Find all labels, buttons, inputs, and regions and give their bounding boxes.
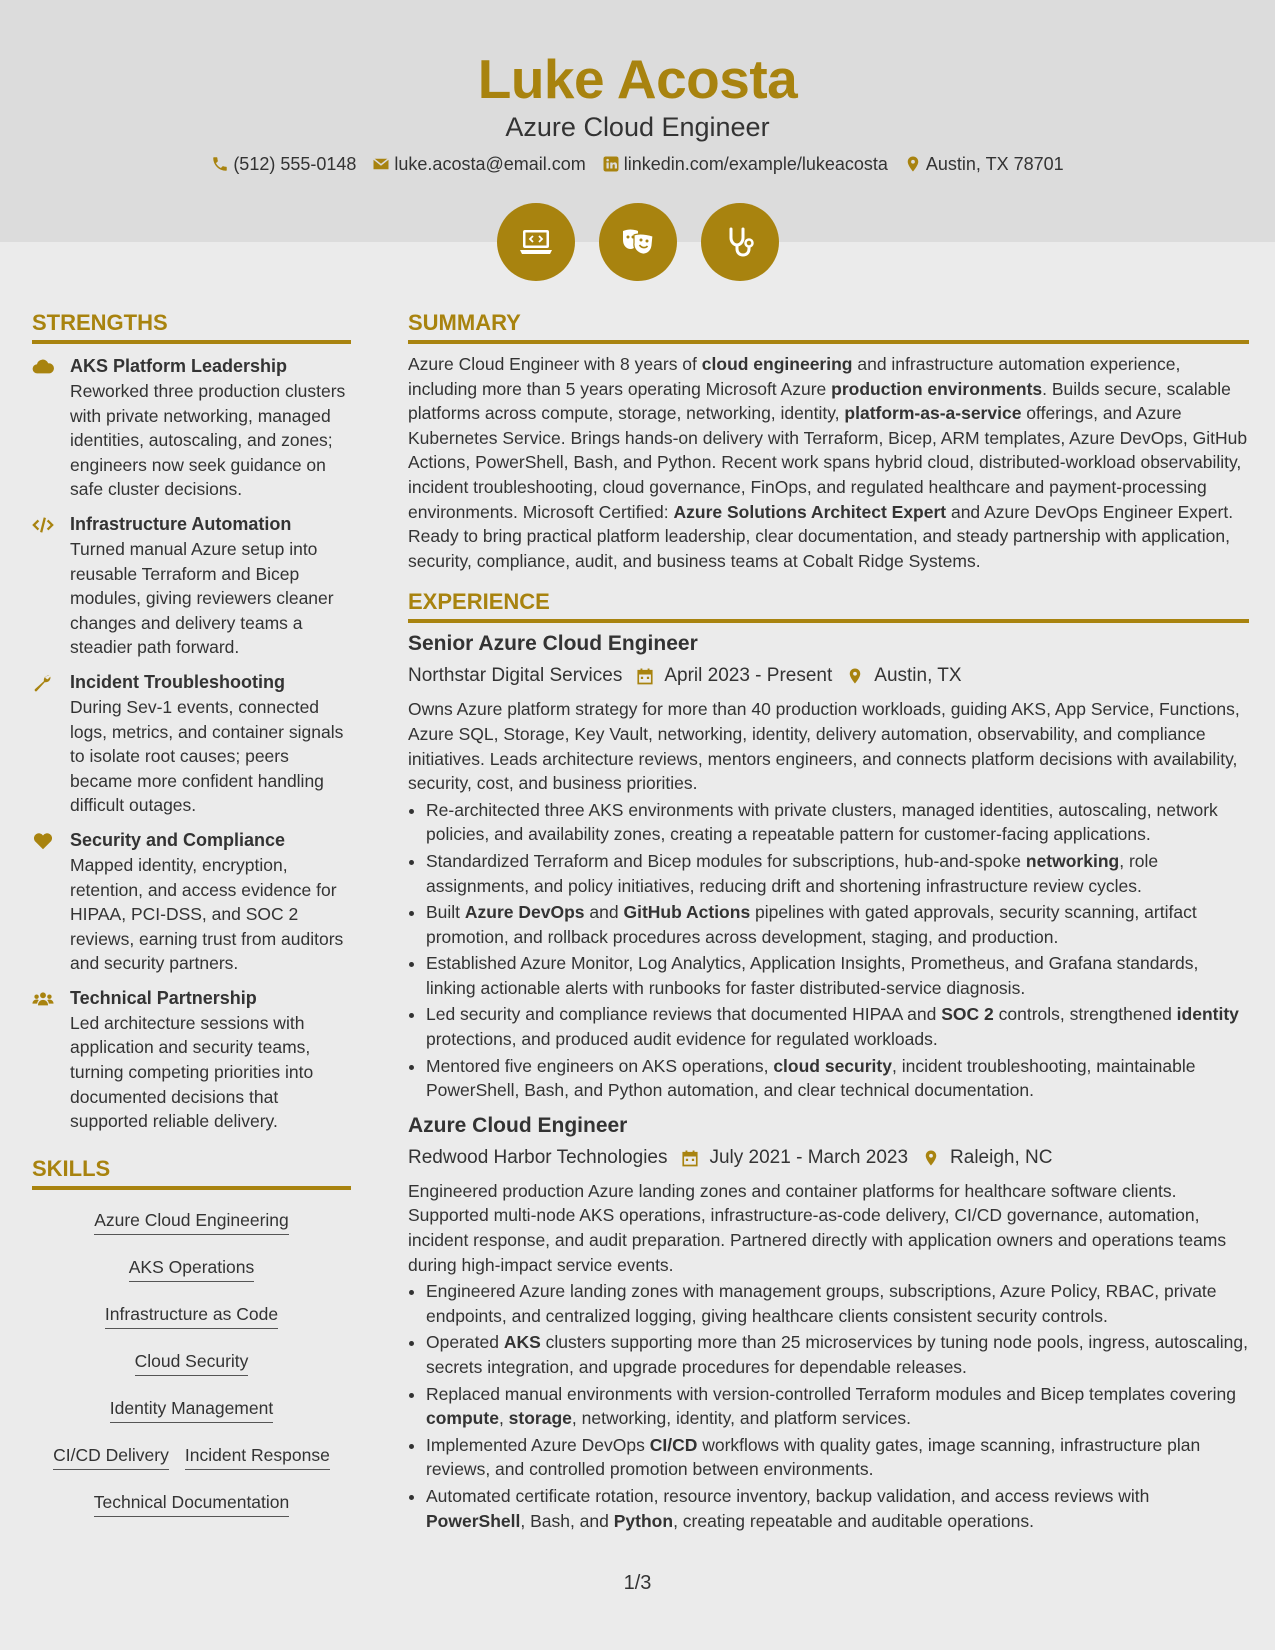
job-bullet [426,1330,1249,1379]
emphasis-text: storage [508,1408,572,1429]
text-segment: Re-architected three AKS environments with private clusters, managed identities, autoscaling, network policies, and availability zones, creating a repeatable pattern for customer-facing applications. [426,799,1218,845]
laptop-code-badge [497,203,575,281]
phone-icon [211,155,229,173]
strength-title: Incident Troubleshooting [70,671,285,692]
stethoscope-badge [701,203,779,281]
interest-badges [0,203,1275,281]
strength-desc: Turned manual Azure setup into reusable Terraform and Bicep modules, giving reviewers cleaner changes and delivery teams a steadier path forward. [70,538,334,658]
emphasis-text: PowerShell [426,1510,521,1531]
skill-tag: Technical Documentation [94,1490,290,1517]
contact-email[interactable] [372,150,585,178]
cloud-icon [32,357,56,377]
calendar-icon [636,667,654,685]
theater-masks-icon [618,222,658,262]
text-segment: controls, strengthened [993,1004,1177,1025]
emphasis-text: cloud engineering [701,354,853,374]
text-segment: workflows with quality gates, image scanning, infrastructure plan reviews, and controlled promotion between environments. [426,1434,1201,1480]
theater-masks-badge [599,203,677,281]
text-segment: pipelines with gated approvals, security scanning, artifact promotion, and rollback procedures across development, staging, and production. [426,902,1197,947]
text-segment: Operated [426,1332,504,1353]
strength-title: AKS Platform Leadership [70,356,288,376]
job-title: Senior Azure Cloud Engineer [408,632,698,656]
job-bullet [426,900,1249,949]
skills-heading: SKILLS [32,1154,351,1190]
job-bullet [426,1382,1249,1431]
strength-item [32,986,351,1134]
text-segment: offerings, and Azure Kubernetes Service. Brings hands-on delivery with Terraform, Bicep, ARM templates, Azure DevOps, GitHub Actions, PowerShell, Bash, and Python. Recent work spans hybrid cloud, distributed-workload observability, incident troubleshooting, cloud governance, FinOps, and regulated healthcare and payment-processing environments. Microsoft Certified: [408,403,1248,522]
text-segment: Led security and compliance reviews that documented HIPAA and [426,1004,942,1025]
job-bullet [426,1054,1249,1103]
strength-desc: Reworked three production clusters with private networking, managed identities, autoscaling, and zones; engineers now seek guidance on safe cluster decisions. [70,381,346,500]
experience-heading: EXPERIENCE [408,587,1249,623]
emphasis-text: Azure DevOps [464,902,585,923]
text-segment: Engineered Azure landing zones with management groups, subscriptions, Azure Policy, RBAC, private endpoints, and centralized logging, giving healthcare clients consistent security controls. [426,1281,1217,1326]
skill-tag: Incident Response [185,1443,330,1470]
text-segment: Replaced manual environments with version-controlled Terraform modules and Bicep templates covering [426,1383,1236,1404]
contact-location [904,150,1064,178]
job-bullets [408,1279,1249,1533]
emphasis-text: GitHub Actions [623,902,751,923]
strength-item [32,828,351,976]
text-segment: Azure Cloud Engineer with 8 years of [408,354,702,374]
text-segment: and [584,902,624,923]
job-bullet [426,798,1249,847]
text-segment: , role assignments, and policy initiatives, reducing drift and shortening infrastructure review cycles. [426,850,1159,896]
strength-desc: During Sev-1 events, connected logs, metrics, and container signals to isolate root causes; peers became more confident handling difficult outages. [70,696,344,816]
strengths-heading: STRENGTHS [32,308,351,344]
contact-bar [0,150,1275,178]
text-segment: , creating repeatable and auditable operations. [673,1510,1035,1531]
skill-tag: AKS Operations [129,1255,254,1282]
emphasis-text: Azure Solutions Architect Expert [673,501,947,522]
emphasis-text: SOC 2 [941,1004,994,1025]
text-segment: Automated certificate rotation, resource inventory, backup validation, and access reviews with [426,1485,1150,1506]
text-segment: and Azure DevOps Engineer Expert. Ready to bring practical platform leadership, clear documentation, and steady partnership with application, security, compliance, audit, and business teams at Cobalt Ridge Systems. [408,501,1234,571]
strength-desc: Led architecture sessions with application and security teams, turning competing priorities into documented decisions that supported reliable delivery. [70,1012,314,1132]
job-description: Owns Azure platform strategy for more than 40 production workloads, guiding AKS, App Service, Functions, Azure SQL, Storage, Key Vault, networking, identity, delivery automation, observability, and compliance initiatives. Leads architecture reviews, mentors engineers, and connects platform decisions with availability, security, cost, and business priorities. [408,699,1240,794]
strength-title: Security and Compliance [70,829,286,850]
job-bullet [426,1484,1249,1533]
skill-tag: Identity Management [110,1396,273,1423]
strength-desc: Mapped identity, encryption, retention, and access evidence for HIPAA, PCI-DSS, and SOC 2 reviews, earning trust from auditors and security partners. [70,854,344,974]
job-location: Austin, TX [874,665,962,687]
emphasis-text: production environments [831,378,1043,399]
emphasis-text: compute [426,1408,499,1429]
text-segment: Standardized Terraform and Bicep modules for subscriptions, hub-and-spoke [426,850,1026,871]
job-title: Azure Cloud Engineer [408,1113,628,1137]
emphasis-text: networking [1025,850,1120,871]
text-segment: , networking, identity, and platform services. [571,1408,912,1429]
right-column [408,308,1249,1535]
job-bullet [426,1433,1249,1482]
users-icon [32,989,56,1009]
email-text: luke.acosta@email.com [394,154,586,174]
map-pin-icon [922,1149,940,1167]
candidate-name: Luke Acosta [477,48,798,110]
text-segment: Implemented Azure DevOps [426,1434,650,1455]
text-segment: clusters supporting more than 25 microservices by tuning node pools, ingress, autoscaling, secrets integration, and upgrade procedures for dependable releases. [426,1332,1248,1377]
text-segment: and infrastructure automation experience, including more than 5 years operating Microsoft Azure [408,354,1181,399]
left-column [32,308,351,1527]
strength-item [32,354,351,502]
text-segment: , Bash, and [520,1510,614,1531]
candidate-role: Azure Cloud Engineer [505,112,770,142]
emphasis-text: Python [613,1510,674,1531]
skill-tag: Infrastructure as Code [105,1302,278,1329]
phone-text: (512) 555-0148 [233,154,357,174]
code-icon [32,515,56,535]
location-text: Austin, TX 78701 [925,154,1064,174]
job-entry [408,629,1249,1103]
text-segment: Mentored five engineers on AKS operations, [426,1055,774,1076]
emphasis-text: platform-as-a-service [844,403,1022,424]
wrench-icon [32,673,56,693]
skills-list [32,1198,351,1527]
summary-text [408,352,1249,573]
strength-item [32,670,351,818]
page-indicator: 1/3 [623,1572,652,1594]
summary-heading: SUMMARY [408,308,1249,344]
strength-title: Infrastructure Automation [70,513,292,534]
envelope-icon [372,155,390,173]
heart-icon [32,831,56,851]
job-dates: July 2021 - March 2023 [709,1146,909,1168]
map-pin-icon [904,155,922,173]
text-segment: , incident troubleshooting, maintainable PowerShell, Bash, and Python automation, and clear technical documentation. [426,1055,1196,1101]
strength-item [32,512,351,660]
job-meta [408,661,1249,691]
calendar-icon [681,1149,699,1167]
job-bullet [426,849,1249,898]
job-bullet [426,951,1249,1000]
emphasis-text: CI/CD [649,1434,698,1455]
job-description: Engineered production Azure landing zones and container platforms for healthcare software clients. Supported multi-node AKS operations, infrastructure-as-code delivery, CI/CD governance, automation, incident response, and audit preparation. Partnered directly with application owners and operations teams during high-impact service events. [408,1180,1227,1275]
linkedin-icon [602,155,620,173]
skill-tag: Azure Cloud Engineering [94,1208,289,1235]
job-bullets [408,798,1249,1103]
emphasis-text: cloud security [773,1055,892,1076]
text-segment: protections, and produced audit evidence for regulated workloads. [426,1029,938,1050]
strength-title: Technical Partnership [70,987,257,1008]
text-segment: , [498,1408,509,1429]
text-segment: Built [426,902,465,923]
text-segment: Established Azure Monitor, Log Analytics, Application Insights, Prometheus, and Grafana standards, linking actionable alerts with runbooks for faster distributed-service diagnosis. [426,953,1199,998]
emphasis-text: AKS [503,1332,541,1353]
skill-tag: CI/CD Delivery [53,1443,169,1470]
job-meta [408,1143,1249,1173]
stethoscope-icon [720,222,760,262]
job-dates: April 2023 - Present [664,665,833,687]
contact-phone[interactable] [211,150,356,178]
emphasis-text: identity [1176,1004,1239,1025]
company-name: Northstar Digital Services [408,665,623,687]
laptop-code-icon [516,222,556,262]
company-name: Redwood Harbor Technologies [408,1146,668,1168]
linkedin-text: linkedin.com/example/lukeacosta [623,154,888,174]
skill-tag: Cloud Security [135,1349,249,1376]
job-entry [408,1111,1249,1533]
job-bullet [426,1002,1249,1051]
contact-linkedin[interactable] [602,150,888,178]
text-segment: . Builds secure, scalable platforms across compute, storage, networking, identity, [408,378,1231,424]
job-location: Raleigh, NC [950,1146,1053,1168]
map-pin-icon [846,667,864,685]
job-bullet [426,1279,1249,1328]
